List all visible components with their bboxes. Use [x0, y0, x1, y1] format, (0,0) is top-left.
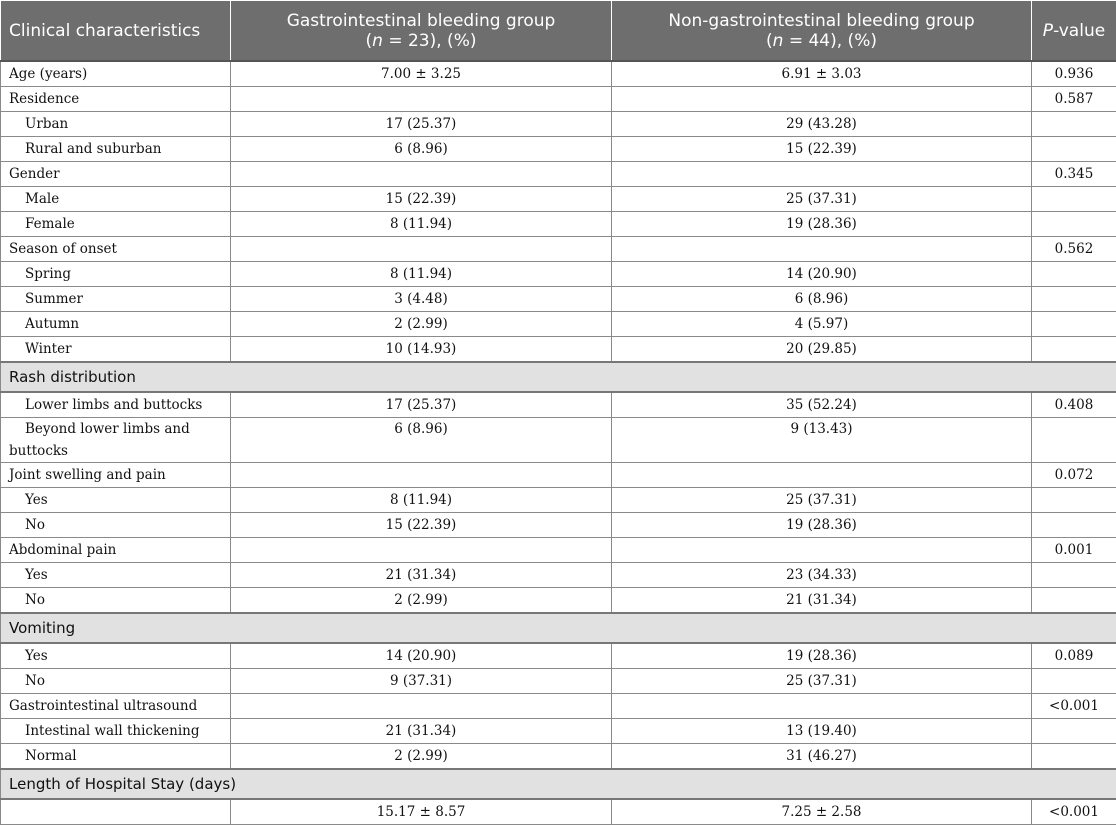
p-value: 0.562 — [1032, 237, 1116, 262]
p-value: <0.001 — [1032, 799, 1116, 825]
n-italic: n — [372, 31, 383, 51]
non-gi-value: 29 (43.28) — [612, 112, 1032, 137]
non-gi-value — [612, 463, 1032, 488]
table-row — [1, 137, 1116, 162]
gi-value: 21 (31.34) — [231, 719, 612, 744]
section-row — [1, 362, 1116, 392]
table-row — [1, 744, 1116, 770]
non-gi-value: 6 (8.96) — [612, 287, 1032, 312]
table-row — [1, 643, 1116, 669]
row-label: Age (years) — [1, 61, 231, 87]
row-label: Female — [1, 212, 231, 237]
non-gi-value: 13 (19.40) — [612, 719, 1032, 744]
row-label: Season of onset — [1, 237, 231, 262]
row-label-line2: buttocks — [9, 440, 224, 462]
non-gi-value: 6.91 ± 3.03 — [612, 61, 1032, 87]
non-gi-value: 14 (20.90) — [612, 262, 1032, 287]
p-value: <0.001 — [1032, 694, 1116, 719]
row-label-line1: Beyond lower limbs and — [9, 418, 224, 440]
p-value — [1032, 112, 1116, 137]
gi-value: 2 (2.99) — [231, 588, 612, 614]
table-row — [1, 212, 1116, 237]
p-value: 0.072 — [1032, 463, 1116, 488]
gi-value: 8 (11.94) — [231, 488, 612, 513]
row-label: Gender — [1, 162, 231, 187]
row-label: Urban — [1, 112, 231, 137]
table-row — [1, 538, 1116, 563]
p-value — [1032, 212, 1116, 237]
table-row — [1, 513, 1116, 538]
row-label: Intestinal wall thickening — [1, 719, 231, 744]
row-label: Normal — [1, 744, 231, 770]
row-label: Gastrointestinal ultrasound — [1, 694, 231, 719]
gi-value: 7.00 ± 3.25 — [231, 61, 612, 87]
non-gi-value: 20 (29.85) — [612, 337, 1032, 363]
gi-value: 15.17 ± 8.57 — [231, 799, 612, 825]
row-label: Residence — [1, 87, 231, 112]
non-gi-value: 25 (37.31) — [612, 669, 1032, 694]
non-gi-value — [612, 87, 1032, 112]
section-title: Vomiting — [1, 613, 1116, 643]
gi-value — [231, 237, 612, 262]
table-row — [1, 669, 1116, 694]
section-title: Rash distribution — [1, 362, 1116, 392]
p-value — [1032, 588, 1116, 614]
non-gi-value: 31 (46.27) — [612, 744, 1032, 770]
non-gi-value — [612, 538, 1032, 563]
p-value — [1032, 418, 1116, 463]
gi-value: 8 (11.94) — [231, 262, 612, 287]
header-clinical-characteristics: Clinical characteristics — [1, 1, 231, 62]
gi-value: 9 (37.31) — [231, 669, 612, 694]
table-row — [1, 312, 1116, 337]
gi-value — [231, 87, 612, 112]
p-value — [1032, 669, 1116, 694]
gi-value: 2 (2.99) — [231, 312, 612, 337]
p-value — [1032, 262, 1116, 287]
p-value — [1032, 744, 1116, 770]
header-gi-bleeding-group: Gastrointestinal bleeding group (n = 23), (%) — [231, 1, 612, 62]
gi-value: 14 (20.90) — [231, 643, 612, 669]
table-row — [1, 237, 1116, 262]
row-label: Autumn — [1, 312, 231, 337]
p-value — [1032, 337, 1116, 363]
gi-value — [231, 463, 612, 488]
non-gi-value: 25 (37.31) — [612, 187, 1032, 212]
gi-value: 6 (8.96) — [231, 418, 612, 463]
gi-value: 15 (22.39) — [231, 513, 612, 538]
gi-value: 10 (14.93) — [231, 337, 612, 363]
row-label: Abdominal pain — [1, 538, 231, 563]
non-gi-value: 23 (34.33) — [612, 563, 1032, 588]
p-value: 0.089 — [1032, 643, 1116, 669]
p-value — [1032, 563, 1116, 588]
table-row — [1, 694, 1116, 719]
row-label: Rural and suburban — [1, 137, 231, 162]
p-value — [1032, 287, 1116, 312]
row-label: Yes — [1, 563, 231, 588]
p-value — [1032, 488, 1116, 513]
table-row — [1, 392, 1116, 418]
section-row — [1, 613, 1116, 643]
gi-value — [231, 538, 612, 563]
non-gi-value: 4 (5.97) — [612, 312, 1032, 337]
non-gi-value — [612, 694, 1032, 719]
p-value — [1032, 513, 1116, 538]
table-row — [1, 563, 1116, 588]
row-label: Male — [1, 187, 231, 212]
non-gi-value: 21 (31.34) — [612, 588, 1032, 614]
p-value: 0.936 — [1032, 61, 1116, 87]
section-row — [1, 769, 1116, 799]
p-value — [1032, 312, 1116, 337]
p-value — [1032, 719, 1116, 744]
row-label — [1, 799, 231, 825]
gi-value: 17 (25.37) — [231, 392, 612, 418]
table-row — [1, 463, 1116, 488]
gi-value: 6 (8.96) — [231, 137, 612, 162]
non-gi-value: 35 (52.24) — [612, 392, 1032, 418]
row-label: Yes — [1, 488, 231, 513]
p-value: 0.408 — [1032, 392, 1116, 418]
table-row — [1, 162, 1116, 187]
p-value: 0.587 — [1032, 87, 1116, 112]
gi-value: 8 (11.94) — [231, 212, 612, 237]
gi-value — [231, 694, 612, 719]
table-row — [1, 799, 1116, 825]
table-row — [1, 61, 1116, 87]
p-value — [1032, 137, 1116, 162]
header-non-gi-bleeding-group: Non-gastrointestinal bleeding group (n = 44), (%) — [612, 1, 1032, 62]
section-title: Length of Hospital Stay (days) — [1, 769, 1116, 799]
p-value: 0.001 — [1032, 538, 1116, 563]
gi-value: 2 (2.99) — [231, 744, 612, 770]
p-value — [1032, 187, 1116, 212]
table-row — [1, 87, 1116, 112]
table-row — [1, 287, 1116, 312]
row-label: No — [1, 513, 231, 538]
non-gi-value: 7.25 ± 2.58 — [612, 799, 1032, 825]
table-row — [1, 187, 1116, 212]
p-value: 0.345 — [1032, 162, 1116, 187]
row-label: Summer — [1, 287, 231, 312]
table-row — [1, 488, 1116, 513]
table-row — [1, 418, 1116, 463]
gi-value: 3 (4.48) — [231, 287, 612, 312]
gi-value — [231, 162, 612, 187]
non-gi-value: 15 (22.39) — [612, 137, 1032, 162]
n-italic: n — [773, 31, 784, 51]
row-label: Winter — [1, 337, 231, 363]
non-gi-value — [612, 237, 1032, 262]
row-label: No — [1, 669, 231, 694]
row-label: Joint swelling and pain — [1, 463, 231, 488]
table-row — [1, 112, 1116, 137]
row-label: No — [1, 588, 231, 614]
non-gi-value: 19 (28.36) — [612, 212, 1032, 237]
table-header-row — [1, 1, 1116, 62]
non-gi-value: 19 (28.36) — [612, 643, 1032, 669]
table-row — [1, 262, 1116, 287]
header-p-value: P-value — [1032, 1, 1116, 62]
row-label — [1, 418, 231, 463]
non-gi-value: 9 (13.43) — [612, 418, 1032, 463]
non-gi-value: 19 (28.36) — [612, 513, 1032, 538]
row-label: Lower limbs and buttocks — [1, 392, 231, 418]
gi-value: 21 (31.34) — [231, 563, 612, 588]
table-row — [1, 588, 1116, 614]
row-label: Spring — [1, 262, 231, 287]
row-label: Yes — [1, 643, 231, 669]
non-gi-value — [612, 162, 1032, 187]
table-row — [1, 719, 1116, 744]
gi-value: 15 (22.39) — [231, 187, 612, 212]
table-row — [1, 337, 1116, 363]
gi-value: 17 (25.37) — [231, 112, 612, 137]
non-gi-value: 25 (37.31) — [612, 488, 1032, 513]
